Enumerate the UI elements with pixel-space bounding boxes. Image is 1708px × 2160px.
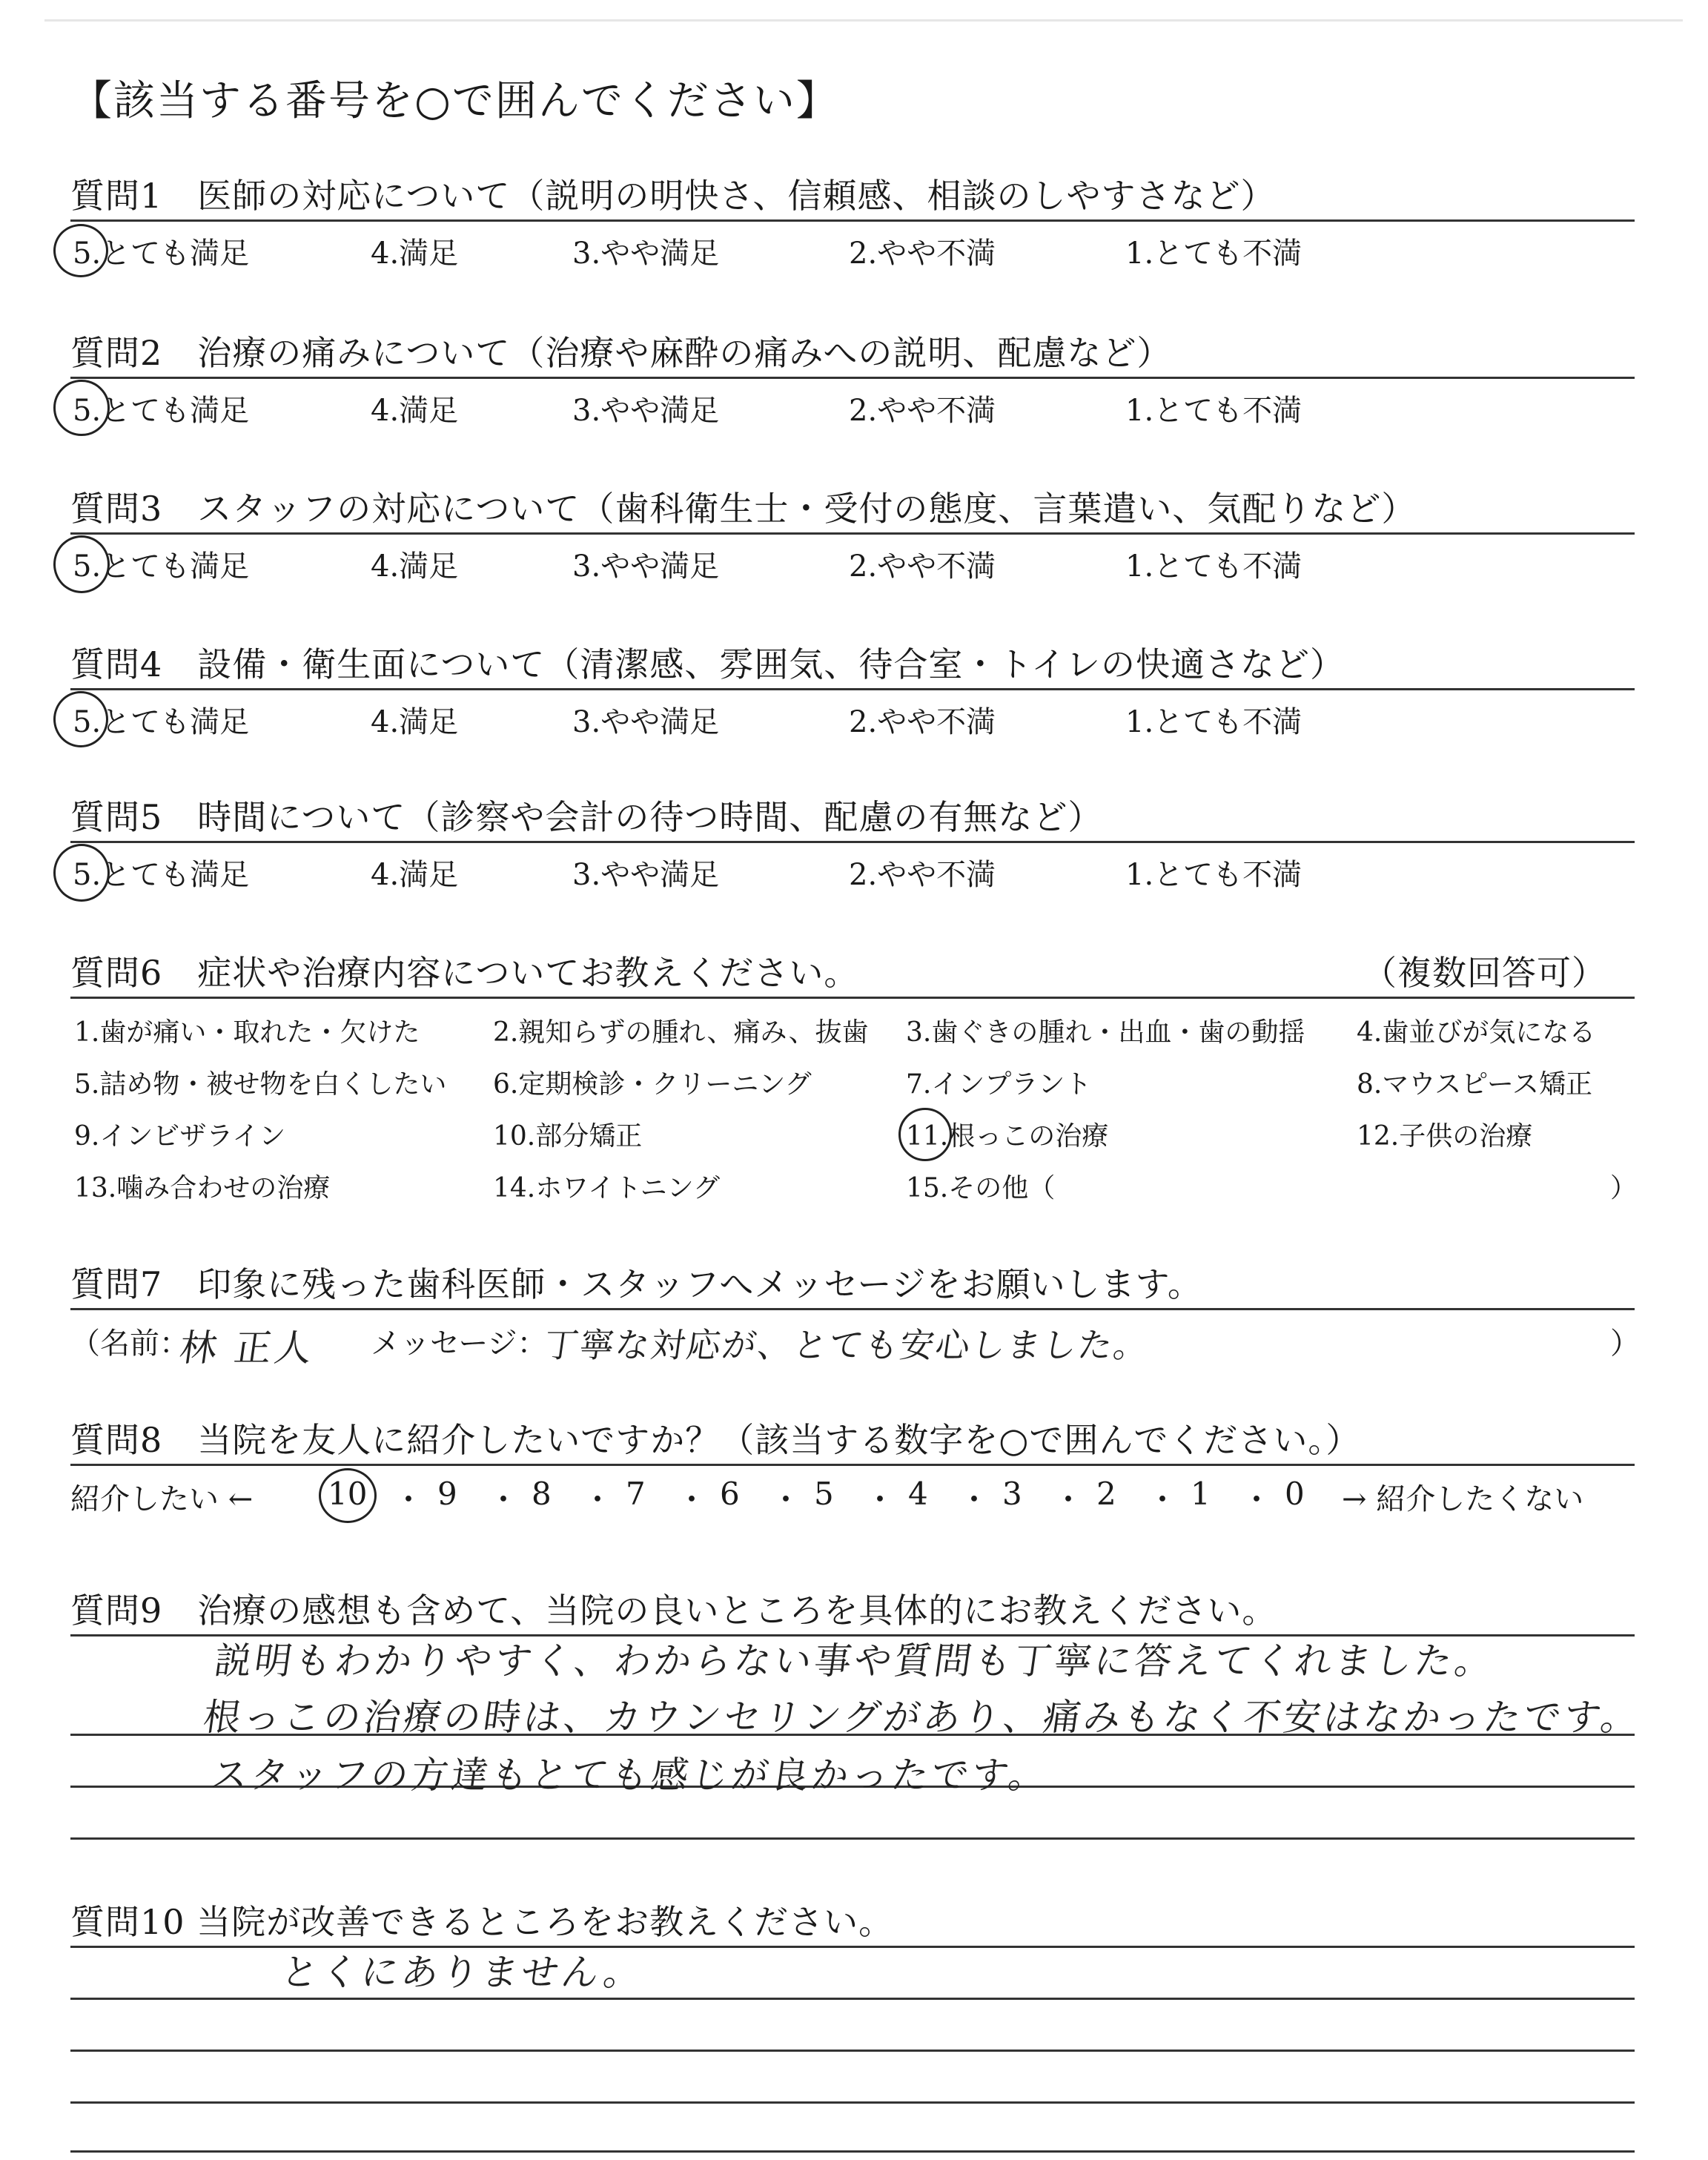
q6-item-2[interactable]: 2.親知らずの腫れ、痛み、抜歯: [493, 1017, 869, 1048]
q2-option-4[interactable]: 4.満足: [371, 394, 459, 428]
q3-option-1[interactable]: 1.とても不満: [1125, 549, 1302, 584]
score-4[interactable]: 4: [908, 1476, 928, 1512]
message-value[interactable]: 丁寧な対応が、とても安心しました。: [541, 1325, 1153, 1365]
q6-item-15-close: ）: [1610, 1173, 1638, 1203]
q4-option-1[interactable]: 1.とても不満: [1125, 705, 1302, 739]
scale-dot: ・: [488, 1482, 520, 1518]
divider: [70, 1308, 1635, 1310]
scale-dot: ・: [1053, 1482, 1085, 1518]
scale-dot: ・: [770, 1482, 802, 1518]
q9-answer-line-3[interactable]: スタッフの方達もとても感じが良かったです。: [208, 1754, 1052, 1797]
answer-circle-mark: [898, 1108, 952, 1161]
answer-line: [70, 2050, 1635, 2052]
name-value[interactable]: 林 正人: [176, 1327, 318, 1370]
q9-answer-line-2[interactable]: 根っこの治療の時は、カウンセリングがあり、痛みもなく不安はなかったです。: [200, 1696, 1644, 1739]
q6-item-12[interactable]: 12.子供の治療: [1357, 1121, 1533, 1152]
q4-option-5[interactable]: 5.とても満足: [73, 705, 250, 739]
q6-item-15[interactable]: 15.その他（: [906, 1173, 1056, 1203]
q6-item-7[interactable]: 7.インプラント: [906, 1069, 1092, 1100]
answer-circle-mark: [53, 224, 108, 277]
q1-option-5[interactable]: 5.とても満足: [73, 237, 250, 271]
q6-item-9[interactable]: 9.インビザライン: [74, 1121, 286, 1152]
score-3[interactable]: 3: [1002, 1476, 1022, 1512]
question-10-title: 質問10 当院が改善できるところをお教えください。: [70, 1902, 894, 1942]
q6-item-14[interactable]: 14.ホワイトニング: [493, 1173, 721, 1203]
scale-dot: ・: [864, 1482, 896, 1518]
scale-left-label: 紹介したい ←: [70, 1482, 254, 1516]
score-9[interactable]: 9: [437, 1476, 457, 1512]
question-6-title: 質問6 症状や治療内容についてお教えください。: [70, 953, 859, 993]
question-9-title: 質問9 治療の感想も含めて、当院の良いところを具体的にお教えください。: [70, 1591, 1277, 1631]
q2-option-1[interactable]: 1.とても不満: [1125, 394, 1302, 428]
q6-item-13[interactable]: 13.噛み合わせの治療: [74, 1173, 331, 1203]
q6-item-3[interactable]: 3.歯ぐきの腫れ・出血・歯の動揺: [906, 1017, 1305, 1048]
q4-option-2[interactable]: 2.やや不満: [849, 705, 996, 739]
form-heading: 【該当する番号を○で囲んでください】: [70, 77, 839, 125]
q5-option-2[interactable]: 2.やや不満: [849, 858, 996, 892]
divider: [70, 841, 1635, 843]
answer-circle-mark: [319, 1468, 377, 1523]
divider: [70, 688, 1635, 690]
message-close-paren: ）: [1610, 1327, 1640, 1361]
score-7[interactable]: 7: [626, 1476, 646, 1512]
q3-option-3[interactable]: 3.やや満足: [572, 549, 720, 584]
q6-item-8[interactable]: 8.マウスピース矯正: [1357, 1069, 1593, 1100]
scale-right-label: → 紹介したくない: [1342, 1482, 1584, 1516]
q4-option-4[interactable]: 4.満足: [371, 705, 459, 739]
answer-circle-mark: [53, 844, 110, 902]
q5-option-3[interactable]: 3.やや満足: [572, 858, 720, 892]
score-8[interactable]: 8: [532, 1476, 552, 1512]
q6-item-11[interactable]: 11.根っこの治療: [906, 1121, 1109, 1152]
q4-option-3[interactable]: 3.やや満足: [572, 705, 720, 739]
q6-item-6[interactable]: 6.定期検診・クリーニング: [493, 1069, 812, 1100]
q3-option-4[interactable]: 4.満足: [371, 549, 459, 584]
score-6[interactable]: 6: [720, 1476, 740, 1512]
question-6-note: （複数回答可）: [1363, 953, 1606, 993]
q1-option-1[interactable]: 1.とても不満: [1125, 237, 1302, 271]
message-label: メッセージ：: [371, 1327, 547, 1361]
divider: [70, 1464, 1635, 1466]
scale-dot: ・: [1147, 1482, 1179, 1518]
q1-option-4[interactable]: 4.満足: [371, 237, 459, 271]
q5-option-5[interactable]: 5.とても満足: [73, 858, 250, 892]
q6-item-10[interactable]: 10.部分矯正: [493, 1121, 643, 1152]
divider: [70, 997, 1635, 999]
scale-dot: ・: [959, 1482, 990, 1518]
answer-circle-mark: [53, 535, 110, 593]
score-10[interactable]: 10: [328, 1476, 368, 1512]
q2-option-3[interactable]: 3.やや満足: [572, 394, 720, 428]
name-label: （名前：: [70, 1327, 189, 1361]
q9-answer-line-1[interactable]: 説明もわかりやすく、わからない事や質問も丁寧に答えてくれました。: [211, 1639, 1498, 1682]
score-1[interactable]: 1: [1191, 1476, 1211, 1512]
scale-dot: ・: [582, 1482, 614, 1518]
answer-line: [70, 1837, 1635, 1840]
q2-option-5[interactable]: 5.とても満足: [73, 394, 250, 428]
q6-item-5[interactable]: 5.詰め物・被せ物を白くしたい: [74, 1069, 447, 1100]
answer-line: [70, 2150, 1635, 2153]
q3-option-5[interactable]: 5.とても満足: [73, 549, 250, 584]
divider: [70, 377, 1635, 379]
answer-circle-mark: [53, 380, 110, 436]
divider: [70, 219, 1635, 222]
q1-option-2[interactable]: 2.やや不満: [849, 237, 996, 271]
question-3-title: 質問3 スタッフの対応について（歯科衛生士・受付の態度、言葉遣い、気配りなど）: [70, 489, 1417, 529]
question-8-title: 質問8 当院を友人に紹介したいですか？（該当する数字を○で囲んでください。）: [70, 1420, 1361, 1460]
question-5-title: 質問5 時間について（診察や会計の待つ時間、配慮の有無など）: [70, 797, 1103, 837]
scale-dot: ・: [393, 1482, 425, 1518]
question-1-title: 質問1 医師の対応について（説明の明快さ、信頼感、相談のしやすさなど）: [70, 176, 1276, 216]
answer-line: [70, 1998, 1635, 2000]
answer-circle-mark: [53, 691, 108, 747]
q10-answer-line-1[interactable]: とくにありません。: [278, 1951, 647, 1994]
q1-option-3[interactable]: 3.やや満足: [572, 237, 720, 271]
q2-option-2[interactable]: 2.やや不満: [849, 394, 996, 428]
score-5[interactable]: 5: [814, 1476, 834, 1512]
q3-option-2[interactable]: 2.やや不満: [849, 549, 996, 584]
scale-dot: ・: [676, 1482, 708, 1518]
scan-edge-line: [44, 19, 1683, 22]
q5-option-4[interactable]: 4.満足: [371, 858, 459, 892]
q5-option-1[interactable]: 1.とても不満: [1125, 858, 1302, 892]
question-4-title: 質問4 設備・衛生面について（清潔感、雰囲気、待合室・トイレの快適さなど）: [70, 644, 1345, 684]
answer-line: [70, 2101, 1635, 2104]
score-2[interactable]: 2: [1096, 1476, 1116, 1512]
scale-dot: ・: [1241, 1482, 1273, 1518]
question-7-title: 質問7 印象に残った歯科医師・スタッフへメッセージをお願いします。: [70, 1264, 1202, 1304]
divider: [70, 532, 1635, 535]
question-2-title: 質問2 治療の痛みについて（治療や麻酔の痛みへの説明、配慮など）: [70, 333, 1172, 373]
q6-item-1[interactable]: 1.歯が痛い・取れた・欠けた: [74, 1017, 420, 1048]
score-0[interactable]: 0: [1285, 1476, 1305, 1512]
q6-item-4[interactable]: 4.歯並びが気になる: [1357, 1017, 1596, 1048]
